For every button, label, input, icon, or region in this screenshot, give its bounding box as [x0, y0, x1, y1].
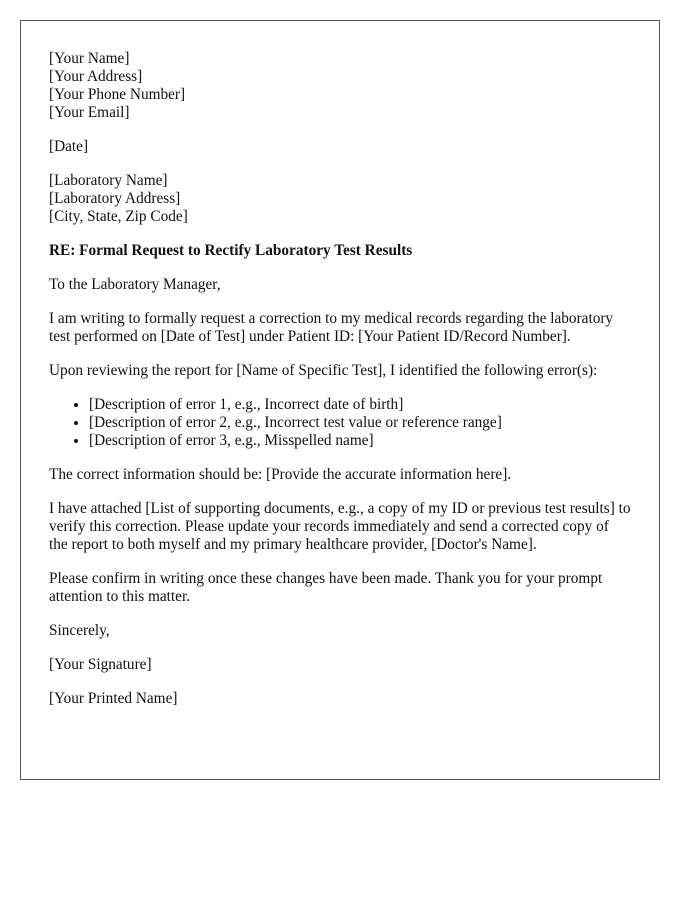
printed-name: [Your Printed Name] [49, 690, 178, 707]
recipient-block [49, 172, 631, 226]
errors-intro-paragraph: Upon reviewing the report for [Name of Specific Test], I identified the following error(s): [49, 362, 598, 379]
correct-info-paragraph: The correct information should be: [Provide the accurate information here]. [49, 466, 512, 483]
subject-line: RE: Formal Request to Rectify Laboratory Test Results [49, 242, 413, 259]
letter-date: [Date] [49, 138, 89, 155]
intro-paragraph: I am writing to formally request a correction to my medical records regarding the laboratory test performed on [Date of Test] under Patient ID: [Your Patient ID/Record Number]. [49, 310, 614, 345]
closing: Sincerely, [49, 622, 110, 639]
list-item: • [Description of error 1, e.g., Incorrect date of birth] [89, 396, 631, 414]
sender-address: [Your Address] [49, 68, 143, 85]
sender-block [49, 50, 631, 122]
recipient-city-state-zip: [City, State, Zip Code] [49, 208, 188, 225]
error-list [49, 396, 631, 450]
attachments-paragraph: I have attached [List of supporting documents, e.g., a copy of my ID or previous test results] to verify this correction. Please update your records immediately and send a corrected copy of the report to both myself and my primary healthcare provider, [Doctor's Name]. [49, 500, 631, 553]
recipient-name: [Laboratory Name] [49, 172, 168, 189]
salutation: To the Laboratory Manager, [49, 276, 221, 293]
signature-placeholder: [Your Signature] [49, 656, 152, 673]
sender-phone: [Your Phone Number] [49, 86, 186, 103]
sender-name: [Your Name] [49, 50, 130, 67]
confirmation-paragraph: Please confirm in writing once these changes have been made. Thank you for your prompt attention to this matter. [49, 570, 603, 605]
sender-email: [Your Email] [49, 104, 130, 121]
list-item: • [Description of error 3, e.g., Misspelled name] [89, 432, 631, 450]
letter-document [20, 20, 660, 780]
list-item: • [Description of error 2, e.g., Incorrect test value or reference range] [89, 414, 631, 432]
recipient-address: [Laboratory Address] [49, 190, 181, 207]
